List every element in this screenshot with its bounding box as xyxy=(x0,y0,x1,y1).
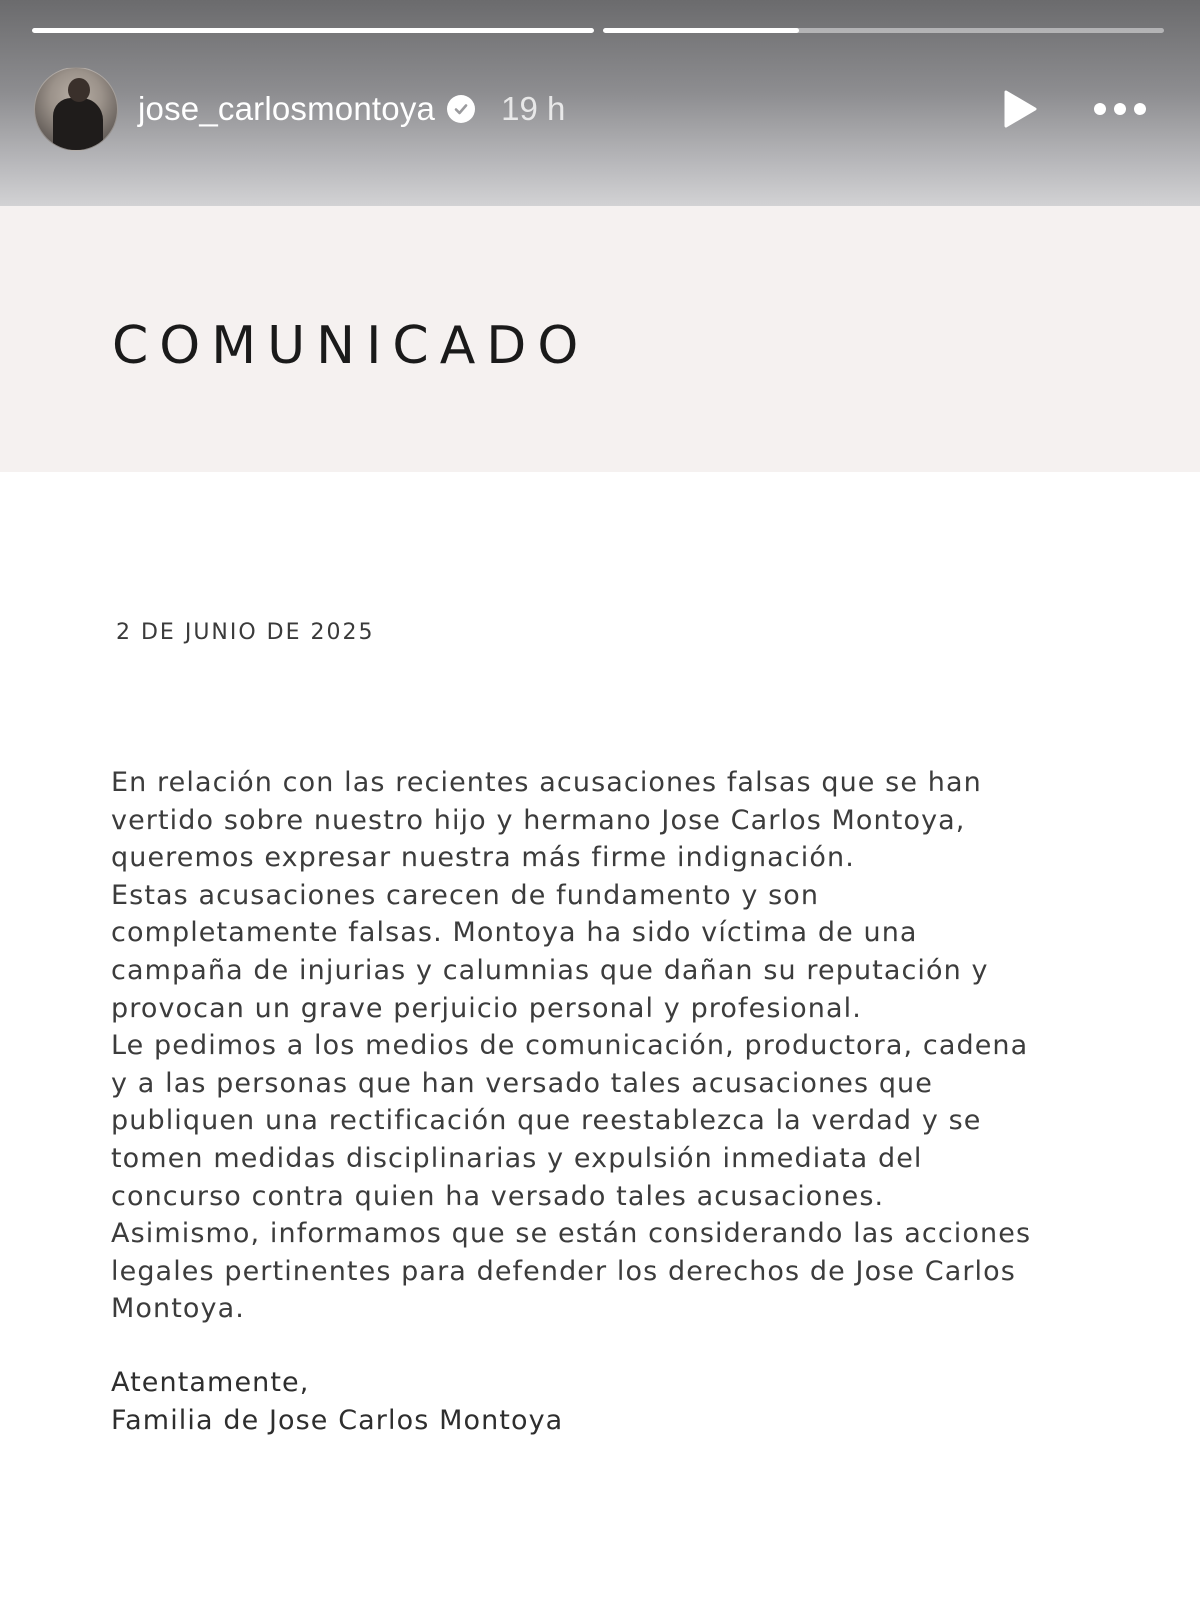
signature: Familia de Jose Carlos Montoya xyxy=(111,1404,564,1436)
post-time: 19 h xyxy=(501,90,566,127)
statement-line: Estas acusaciones carecen de fundamento y son xyxy=(111,879,820,911)
play-icon xyxy=(1002,89,1038,129)
statement-line: queremos expresar nuestra más firme indignación. xyxy=(111,842,855,874)
statement-line: campaña de injurias y calumnias que dañan su reputación y xyxy=(111,954,989,986)
progress-segment xyxy=(603,28,1165,33)
verified-badge-icon xyxy=(447,95,475,123)
progress-segment xyxy=(32,28,594,33)
document-body xyxy=(0,472,1200,1600)
avatar-figure-body xyxy=(53,98,103,151)
story-header xyxy=(34,66,1164,152)
avatar-figure-head xyxy=(68,78,90,102)
story-top-overlay xyxy=(0,0,1200,206)
statement-paragraph xyxy=(111,764,1111,1328)
progress-fill xyxy=(32,28,594,33)
play-button[interactable] xyxy=(998,87,1042,131)
statement-line: concurso contra quien ha versado tales acusaciones. xyxy=(111,1180,885,1212)
statement-line: tomen medidas disciplinarias y expulsión inmediata del xyxy=(111,1142,923,1174)
username[interactable]: jose_carlosmontoya xyxy=(138,90,436,127)
statement-line: y a las personas que han versado tales acusaciones que xyxy=(111,1067,933,1099)
statement-line: publiquen una rectificación que reestablezca la verdad y se xyxy=(111,1105,982,1137)
avatar[interactable] xyxy=(34,67,118,151)
story-progress-bar xyxy=(32,28,1164,34)
statement-line: Le pedimos a los medios de comunicación, productora, cadena xyxy=(111,1030,1029,1062)
statement-closing xyxy=(111,1364,563,1439)
closing-salutation: Atentamente, xyxy=(111,1367,310,1398)
document-title: COMUNICADO xyxy=(112,316,590,376)
statement-line: provocan un grave perjuicio personal y profesional. xyxy=(111,992,862,1024)
statement-line: Asimismo, informamos que se están considerando las acciones xyxy=(111,1218,1032,1250)
statement-line: completamente falsas. Montoya ha sido víctima de una xyxy=(111,917,918,949)
document-date: 2 DE JUNIO DE 2025 xyxy=(116,620,375,645)
statement-line: legales pertinentes para defender los derechos de Jose Carlos xyxy=(111,1255,1016,1287)
statement-line: vertido sobre nuestro hijo y hermano Jose Carlos Montoya, xyxy=(111,804,966,836)
progress-fill xyxy=(603,28,800,33)
document-header-band xyxy=(0,206,1200,472)
statement-line: Montoya. xyxy=(111,1293,245,1325)
more-options-icon xyxy=(1092,102,1148,116)
checkmark-icon xyxy=(452,100,470,118)
more-options-button[interactable] xyxy=(1090,87,1150,131)
statement-line: En relación con las recientes acusaciones falsas que se han xyxy=(111,767,982,798)
